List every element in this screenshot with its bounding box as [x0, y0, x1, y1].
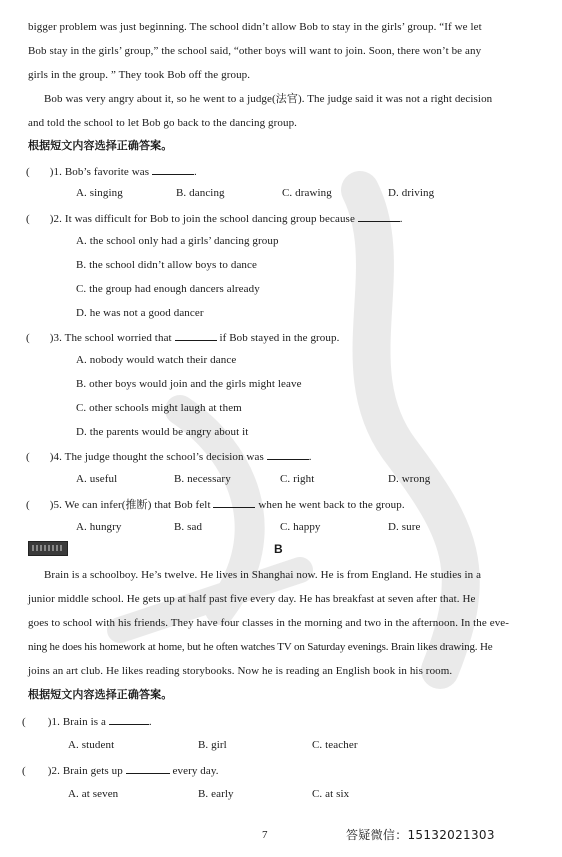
- fill-blank: [358, 210, 400, 222]
- question-row: [26, 329, 339, 345]
- answer-paren-close: ): [49, 213, 54, 225]
- question-stem: 5. We can infer(推断) that Bob felt: [53, 499, 211, 511]
- answer-paren-close: ): [49, 499, 54, 511]
- question-row: [22, 762, 219, 778]
- question-stem: 1. Bob’s favorite was: [53, 166, 150, 178]
- passage-a-line: Bob stay in the girls’ group,” the school said, “other boys will want to join. Soon, there won’t be any: [28, 45, 482, 57]
- option-b: B. dancing: [176, 187, 225, 199]
- question-row: [26, 163, 197, 179]
- option-b: B. girl: [198, 739, 227, 751]
- answer-paren-close: ): [49, 166, 54, 178]
- passage-a-line: and told the school to let Bob go back to the dancing group.: [28, 117, 298, 129]
- question-stem-end: if Bob stayed in the group.: [219, 332, 340, 344]
- fill-blank: [126, 762, 170, 774]
- option-a: A. at seven: [68, 788, 119, 800]
- option-c: C. teacher: [312, 739, 358, 751]
- option-a: A. useful: [76, 473, 118, 485]
- question-row: [26, 496, 405, 512]
- fill-blank: [109, 713, 149, 725]
- option-a: A. hungry: [76, 521, 122, 533]
- option-b: B. sad: [174, 521, 203, 533]
- question-stem: 2. Brain gets up: [51, 765, 123, 777]
- answer-paren-close: ): [47, 765, 52, 777]
- section-tag-icon: [28, 541, 68, 556]
- question-row: [22, 713, 152, 729]
- option-a: A. student: [68, 739, 115, 751]
- option-c: C. right: [280, 473, 315, 485]
- fill-blank: [152, 163, 194, 175]
- fill-blank: [213, 496, 255, 508]
- page-number: 7: [262, 829, 268, 841]
- option-a: A. nobody would watch their dance: [76, 354, 237, 366]
- passage-a-line: girls in the group. ” They took Bob off the group.: [28, 69, 251, 81]
- question-stem-end: every day.: [172, 765, 219, 777]
- passage-a-line: bigger problem was just beginning. The school didn’t allow Bob to stay in the girls’ group. “If we let: [28, 21, 482, 33]
- option-d: D. he was not a good dancer: [76, 307, 204, 319]
- question-stem: 2. It was difficult for Bob to join the school dancing group because: [53, 213, 355, 225]
- answer-paren-close: ): [49, 451, 54, 463]
- answer-paren-close: ): [47, 716, 52, 728]
- option-c: C. the group had enough dancers already: [76, 283, 260, 295]
- option-a: A. singing: [76, 187, 123, 199]
- passage-b-line: junior middle school. He gets up at half past five every day. He has breakfast at seven after that. He: [28, 593, 476, 605]
- answer-paren-open: (: [26, 451, 30, 463]
- option-a: A. the school only had a girls’ dancing group: [76, 235, 279, 247]
- answer-paren-open: (: [26, 499, 30, 511]
- passage-b-line: Brain is a schoolboy. He’s twelve. He lives in Shanghai now. He is from England. He studies in a: [44, 569, 482, 581]
- option-b: B. the school didn’t allow boys to dance: [76, 259, 257, 271]
- contact-info: 答疑微信：15132021303: [346, 828, 495, 842]
- passage-b-line: joins an art club. He likes reading storybooks. Now he is reading an English book in his room.: [28, 665, 453, 677]
- question-stem-end: .: [148, 716, 152, 728]
- question-stem-end: .: [308, 451, 312, 463]
- section-b-label: B: [274, 542, 283, 556]
- option-b: B. other boys would join and the girls might leave: [76, 378, 302, 390]
- answer-paren-close: ): [49, 332, 54, 344]
- option-b: B. early: [198, 788, 234, 800]
- question-stem-end: .: [399, 213, 403, 225]
- answer-paren-open: (: [26, 213, 30, 225]
- answer-paren-open: (: [22, 716, 26, 728]
- answer-paren-open: (: [26, 332, 30, 344]
- option-c: C. other schools might laugh at them: [76, 402, 242, 414]
- option-b: B. necessary: [174, 473, 231, 485]
- option-d: D. sure: [388, 521, 421, 533]
- instruction-heading: 根据短文内容选择正确答案。: [28, 139, 173, 152]
- option-d: D. wrong: [388, 473, 431, 485]
- question-stem-end: .: [193, 166, 197, 178]
- question-row: [26, 210, 403, 226]
- passage-b-line: ning he does his homework at home, but he often watches TV on Saturday evenings. Brain likes drawing. He: [28, 641, 493, 653]
- passage-a-line: Bob was very angry about it, so he went to a judge(法官). The judge said it was not a right decision: [44, 93, 493, 105]
- question-row: [26, 448, 312, 464]
- answer-paren-open: (: [22, 765, 26, 777]
- fill-blank: [267, 448, 309, 460]
- option-c: C. drawing: [282, 187, 332, 199]
- fill-blank: [175, 329, 217, 341]
- question-stem: 1. Brain is a: [51, 716, 106, 728]
- question-stem: 3. The school worried that: [53, 332, 172, 344]
- option-c: C. at six: [312, 788, 350, 800]
- instruction-heading: 根据短文内容选择正确答案。: [28, 688, 173, 701]
- question-stem-end: when he went back to the group.: [258, 499, 405, 511]
- option-c: C. happy: [280, 521, 321, 533]
- option-d: D. the parents would be angry about it: [76, 426, 249, 438]
- option-d: D. driving: [388, 187, 435, 199]
- answer-paren-open: (: [26, 166, 30, 178]
- question-stem: 4. The judge thought the school’s decision was: [53, 451, 264, 463]
- passage-b-line: goes to school with his friends. They have four classes in the morning and two in the afternoon. In the eve-: [28, 617, 510, 629]
